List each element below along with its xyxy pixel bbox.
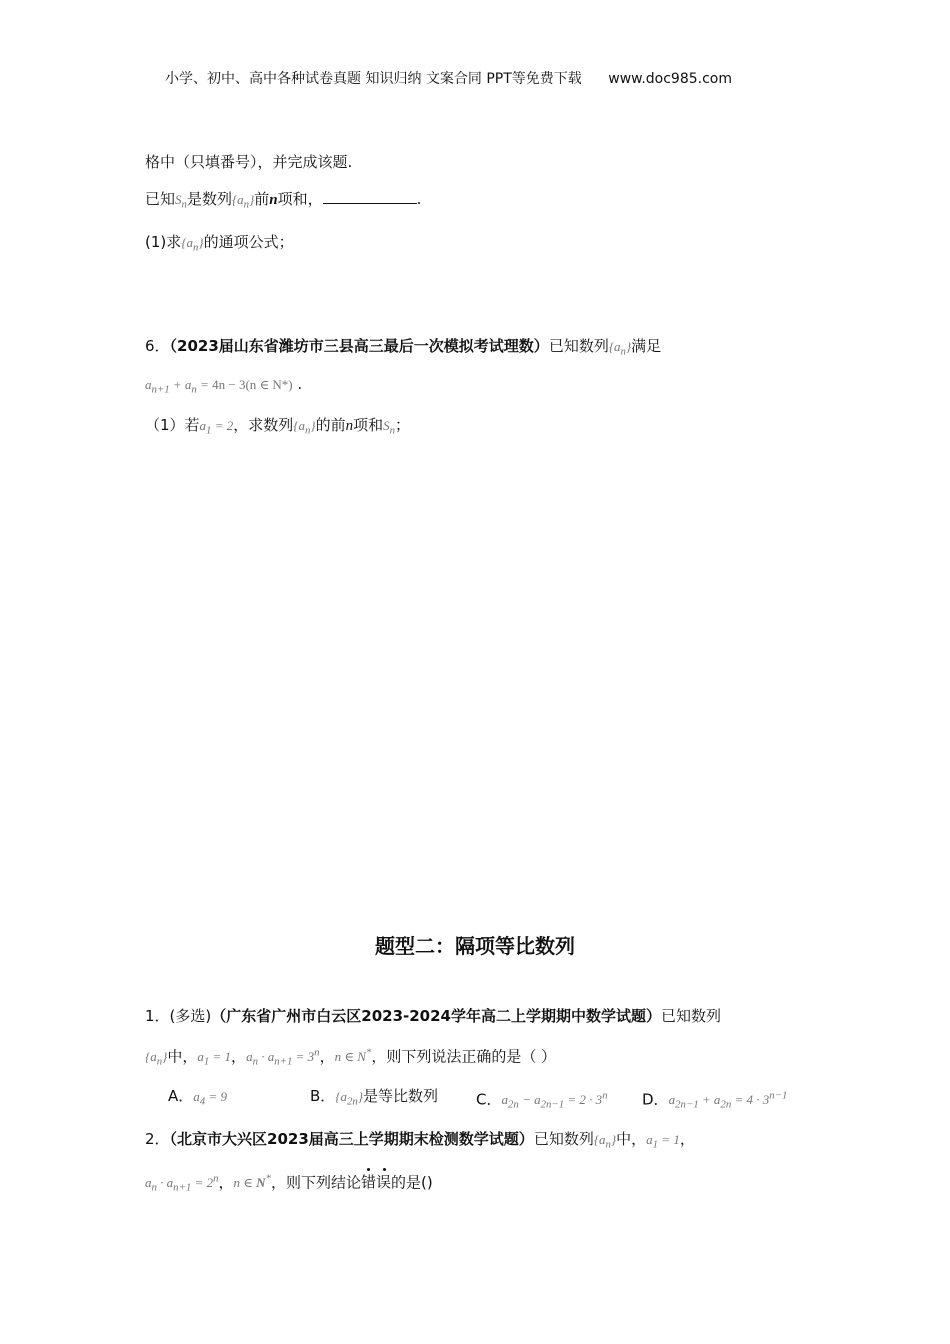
problem-6-question-1: （1）若$a_1 = 2$，求数列$\{a_n\}$的前n项和$S_n$； [145,416,411,437]
formula-an-set: $\{a_n\}$ [293,418,316,437]
prev-line-2: 已知$S_n$是数列$\{a_n\}$前n项和， . [145,190,422,211]
option-c[interactable]: C．$a_{2n} - a_{2n-1} = 2 \cdot 3^n$ [476,1090,608,1111]
formula-a1: $a_1 = 2$ [199,418,234,437]
page-header [165,68,732,90]
problem-6-stem: 6．（2023届山东省潍坊市三县高三最后一次模拟考试理数）已知数列$\{a_n\}$满足 [145,337,662,358]
problem-6-formula: $a_{n+1} + a_n = 4n - 3(n$ ∈ N*) . [145,375,303,396]
formula-sn: $S_n$ [383,418,396,437]
formula-an-set: $\{a_n\}$ [608,339,632,358]
fill-blank[interactable] [323,189,417,204]
option-b[interactable]: B．$\{a_{2n}\}$是等比数列 [310,1087,439,1108]
formula-an-set: $\{a_n\}$ [145,1049,168,1068]
problem-2-stem: 2．（北京市大兴区2023届高三上学期期末检测数学试题）已知数列$\{a_n\}$中，$a_1 = 1$， [145,1130,695,1151]
problem-2-conditions: $a_n \cdot a_{n+1} = 2^n$，n ∈ N*，则下列结论错误的是() [145,1173,433,1194]
formula-an-set: $\{a_n\}$ [593,1132,617,1151]
formula-recurrence: 4n − 3(n ∈ N*) [212,377,293,392]
problem-1-options [168,1085,788,1113]
option-a[interactable]: A．$a_4 = 9$ [168,1087,227,1108]
formula-an-set: $\{a_n\}$ [181,235,204,254]
header-text: 小学、初中、高中各种试卷真题 知识归纳 文案合同 PPT等免费下载 [165,71,582,87]
prev-question-1: (1)求$\{a_n\}$的通项公式； [145,233,294,254]
section-title: 题型二：隔项等比数列 [375,934,575,958]
option-d[interactable]: D．$a_{2n-1} + a_{2n} = 4 \cdot 3^{n-1}$ [642,1090,788,1111]
formula-an-set: $\{a_n\}$ [231,192,255,211]
prev-line-1: 格中（只填番号），并完成该题. [145,153,353,171]
formula-sn: $S_n$ [175,192,187,211]
problem-1-conditions: $\{a_n\}$中，$a_1 = 1$，$a_n \cdot a_{n+1} = 3^n$，n ∈ N*，则下列说法正确的是（ ） [145,1047,557,1068]
problem-1-stem: 1．(多选)（广东省广州市白云区2023-2024学年高二上学期期中数学试题）已知数列 [145,1007,722,1025]
header-url[interactable]: www.doc985.com [608,71,732,87]
